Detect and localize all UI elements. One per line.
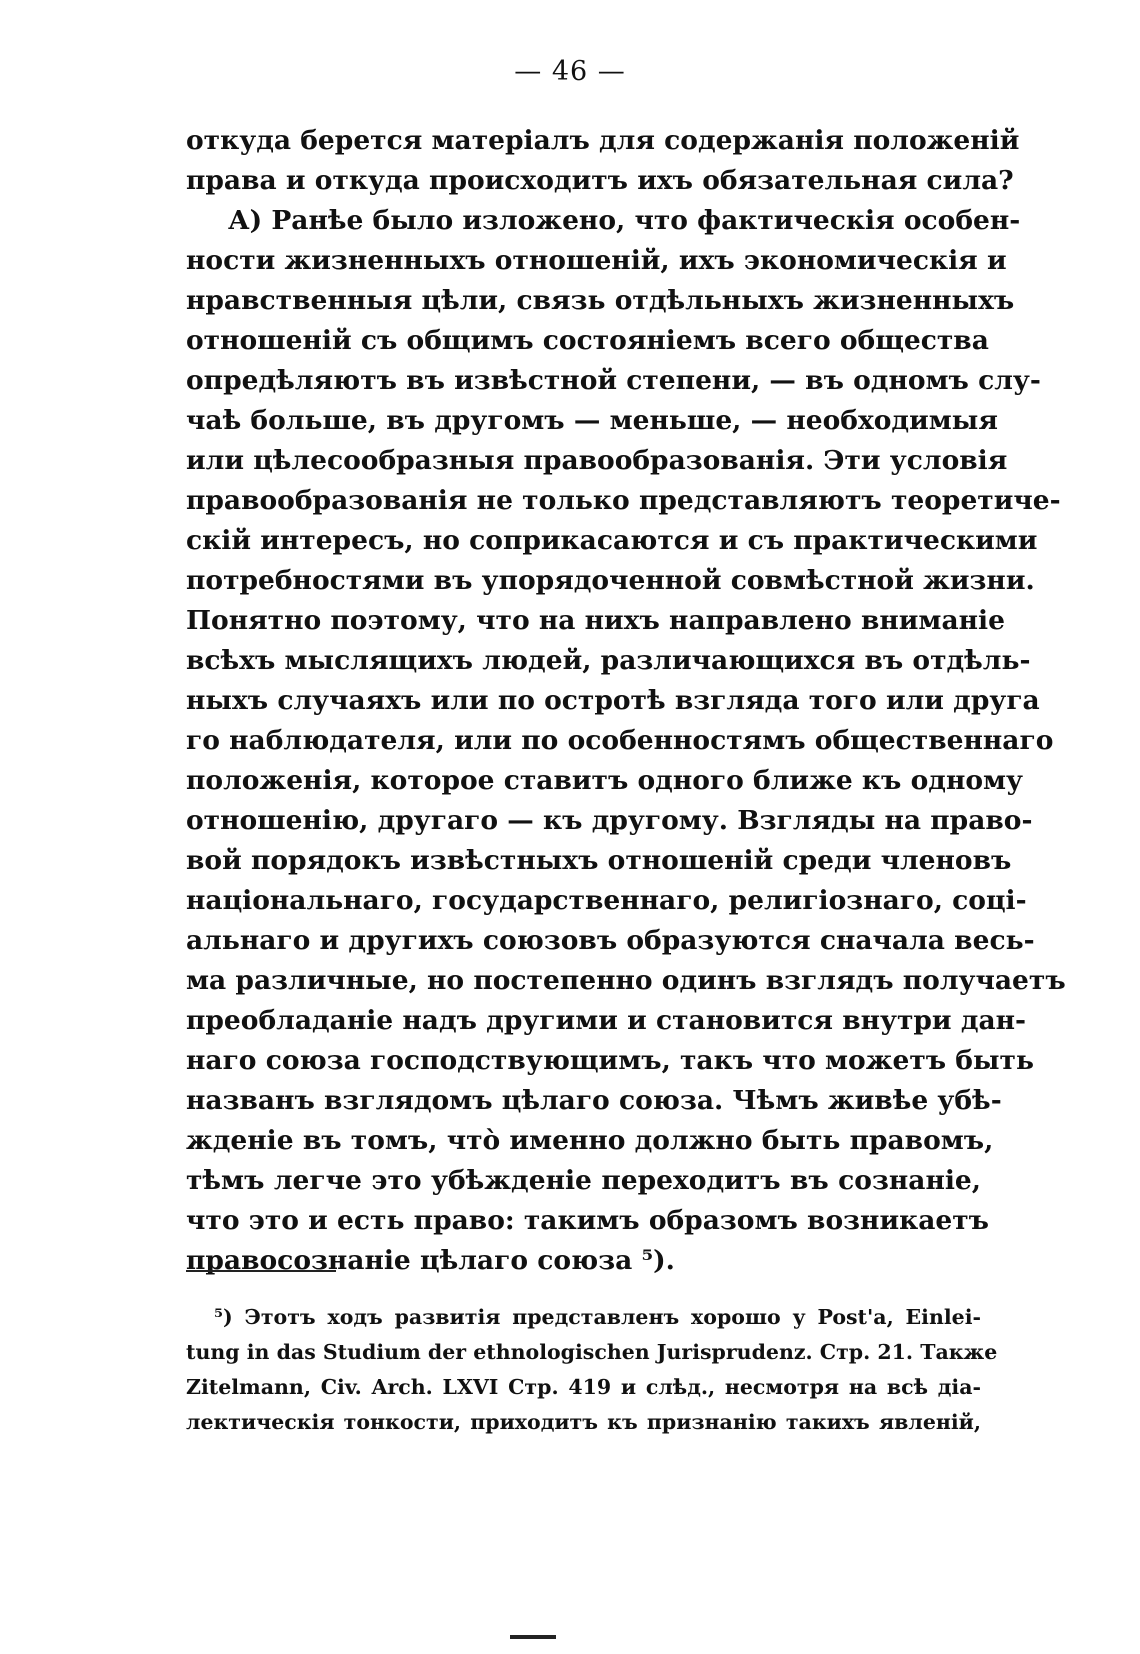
text-line: наго союза господствующимъ, такъ что можетъ быть: [186, 1045, 1034, 1076]
text-line: отношеній съ общимъ состояніемъ всего общества: [186, 325, 989, 356]
text-line: національнаго, государственнаго, религіознаго, соці-: [186, 885, 1027, 916]
text-line: тѣмъ легче это убѣжденіе переходитъ въ сознаніе,: [186, 1165, 981, 1196]
text-line: положенія, которое ставитъ одного ближе къ одному: [186, 765, 1024, 796]
page-number: — 46 —: [514, 56, 626, 87]
text-line: всѣхъ мыслящихъ людей, различающихся въ отдѣль-: [186, 645, 1031, 676]
text-line: А) Ранѣе было изложено, что фактическія особен-: [228, 205, 1021, 236]
text-line: или цѣлесообразныя правообразованія. Эти условія: [186, 445, 1008, 476]
footnote: [186, 1300, 998, 1440]
text-line: потребностями въ упорядоченной совмѣстной жизни.: [186, 565, 1035, 596]
text-line: скій интересъ, но соприкасаются и съ практическими: [186, 525, 1038, 556]
text-line: вой порядокъ извѣстныхъ отношеній среди членовъ: [186, 845, 1012, 876]
text-line: отношенію, другаго — къ другому. Взгляды на право-: [186, 805, 1033, 836]
footnote-line: Zitelmann, Civ. Arch. LXVI Стр. 419 и слѣд., несмотря на всѣ діа-: [186, 1375, 981, 1399]
text-line: ма различные, но постепенно одинъ взглядъ получаетъ: [186, 965, 1066, 996]
footnote-line: лектическія тонкости, приходитъ къ признанію такихъ явленій,: [186, 1410, 981, 1434]
text-line: го наблюдателя, или по особенностямъ общественнаго: [186, 725, 1054, 756]
footnote-divider: [186, 1270, 336, 1272]
text-line: названъ взглядомъ цѣлаго союза. Чѣмъ живѣе убѣ-: [186, 1085, 1002, 1116]
text-line: ности жизненныхъ отношеній, ихъ экономическія и: [186, 245, 1007, 276]
text-line: альнаго и другихъ союзовъ образуются сначала весь-: [186, 925, 1035, 956]
footnote-line: tung in das Studium der ethnologischen Jurisprudenz. Стр. 21. Также: [186, 1340, 998, 1364]
text-line: преобладаніе надъ другими и становится внутри дан-: [186, 1005, 1027, 1036]
text-line: жденіе въ томъ, что̀ именно должно быть правомъ,: [186, 1125, 994, 1156]
footnote-line: ⁵) Этотъ ходъ развитія представленъ хорошо у Post'a, Einlei-: [214, 1305, 981, 1329]
text-line: правосознаніе цѣлаго союза ⁵).: [186, 1245, 675, 1276]
text-line: чаѣ больше, въ другомъ — меньше, — необходимыя: [186, 405, 998, 436]
text-line: правообразованія не только представляютъ теоретиче-: [186, 485, 1061, 516]
text-line: откуда берется матеріалъ для содержанія положеній: [186, 125, 1020, 156]
page-bottom-mark: [510, 1635, 556, 1639]
text-line: права и откуда происходитъ ихъ обязательная сила?: [186, 165, 1014, 196]
text-line: опредѣляютъ въ извѣстной степени, — въ одномъ слу-: [186, 365, 1041, 396]
text-line: нравственныя цѣли, связь отдѣльныхъ жизненныхъ: [186, 285, 1015, 316]
text-line: ныхъ случаяхъ или по остротѣ взгляда того или друга: [186, 685, 1040, 716]
text-line: что это и есть право: такимъ образомъ возникаетъ: [186, 1205, 990, 1236]
text-line: Понятно поэтому, что на нихъ направлено вниманіе: [186, 605, 1005, 636]
body-text: [186, 121, 1066, 1281]
